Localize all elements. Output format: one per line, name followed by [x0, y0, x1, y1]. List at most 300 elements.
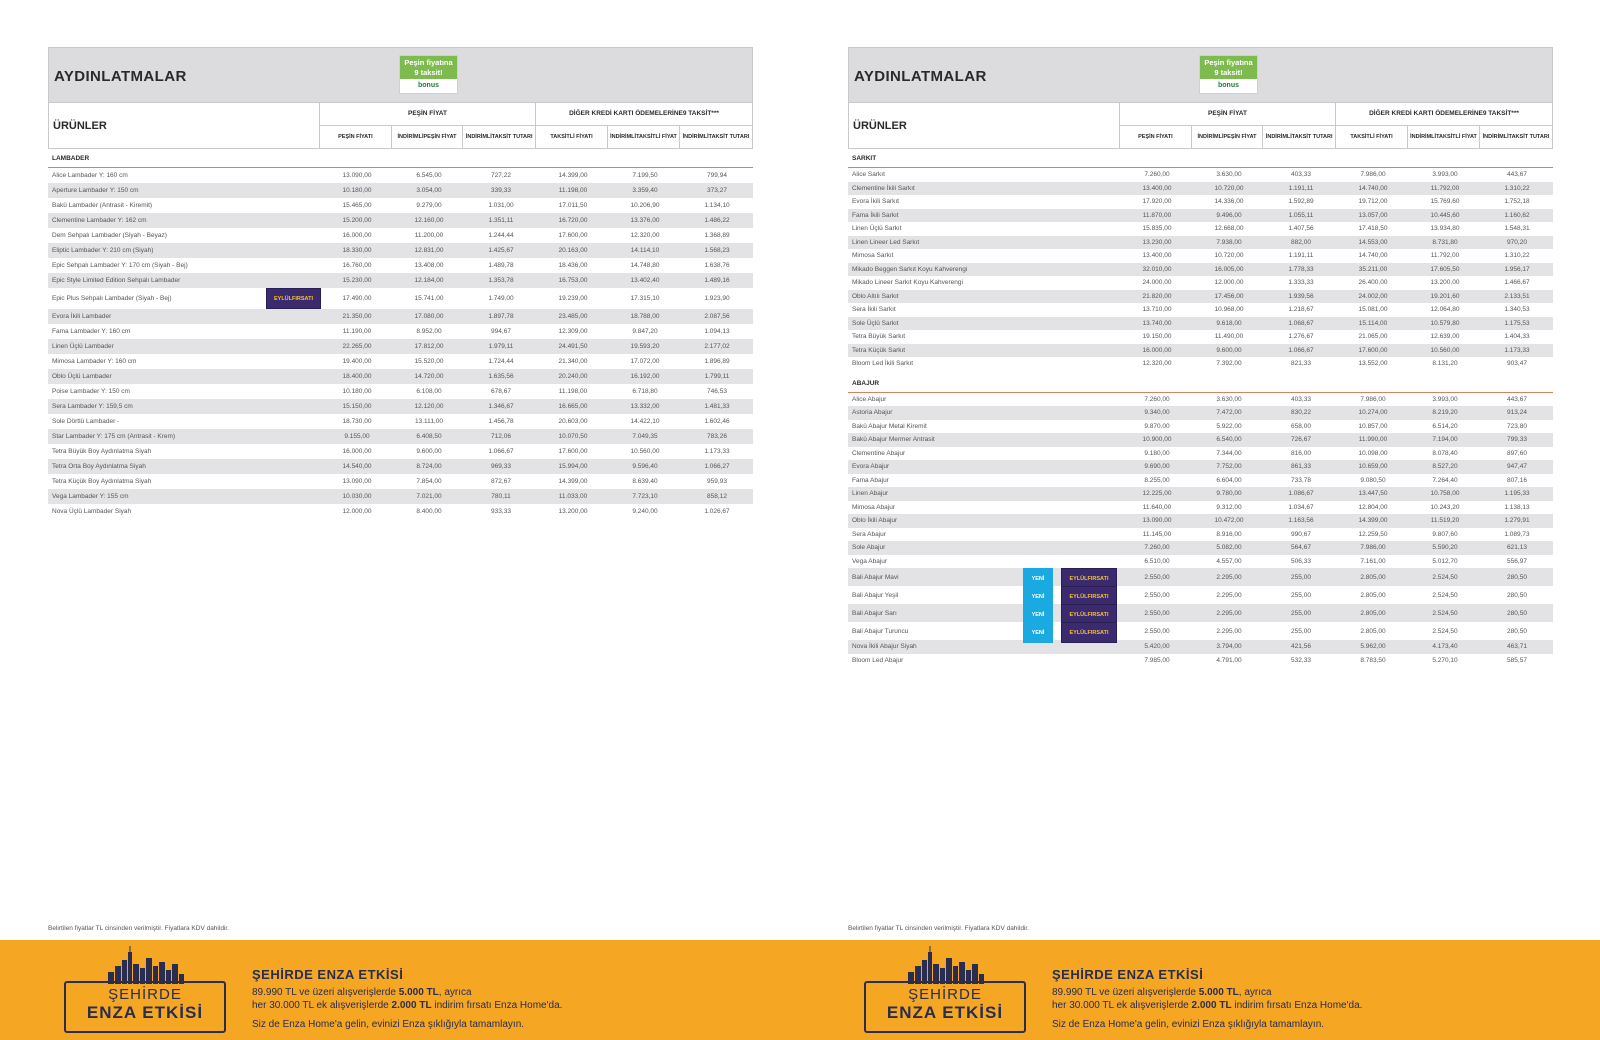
price-cell: 1.218,67 — [1288, 306, 1314, 314]
price-cell: 10.445,60 — [1430, 211, 1460, 219]
product-name: Poise Lambader Y: 150 cm — [52, 388, 130, 395]
price-cell: 1.724,44 — [488, 358, 514, 365]
price-cell: 18.788,00 — [630, 313, 660, 320]
price-cell: 3.359,40 — [632, 187, 658, 194]
price-cell: 10.720,00 — [1214, 252, 1244, 260]
price-cell: 19.593,20 — [630, 343, 660, 350]
price-cell: 6.604,00 — [1216, 476, 1242, 484]
product-name: Bloom Led İkili Sarkıt — [852, 360, 914, 368]
price-cell: 13.057,00 — [1358, 211, 1388, 219]
price-cell: 1.407,56 — [1288, 225, 1314, 233]
price-cell: 1.456,78 — [488, 418, 514, 425]
table-row — [848, 541, 1553, 555]
price-cell: 11.870,00 — [1142, 211, 1172, 219]
product-name: Evora İkili Lambader — [52, 313, 112, 320]
banner-line-3: Siz de Enza Home'a gelin, evinizi Enza şıklığıyla tamamlayın. — [252, 1019, 525, 1030]
price-cell: 1.351,11 — [488, 217, 514, 224]
price-cell: 32.010,00 — [1142, 265, 1172, 273]
price-cell: 10.560,00 — [630, 448, 660, 455]
table-row — [848, 501, 1553, 515]
price-cell: 24.000,00 — [1142, 279, 1172, 287]
price-cell: 14.540,00 — [342, 463, 372, 470]
price-cell: 255,00 — [1291, 573, 1311, 581]
price-cell: 807,16 — [1507, 476, 1527, 484]
table-row — [848, 168, 1553, 182]
banner-line-1: 89.990 TL ve üzeri alışverişlerde 5.000 TL, ayrıca — [252, 987, 472, 998]
price-cell: 9.847,20 — [632, 328, 658, 335]
badge-text: Peşin fiyatına 9 taksit! — [400, 56, 457, 79]
product-name: Bakü Lambader (Antrasit - Kiremit) — [52, 202, 153, 209]
price-cell: 1.034,67 — [1288, 503, 1314, 511]
price-cell: 1.031,00 — [488, 202, 514, 209]
price-cell: 16.000,00 — [1142, 346, 1172, 354]
price-cell: 1.173,33 — [1504, 346, 1530, 354]
price-cell: 2.805,00 — [1360, 591, 1386, 599]
price-cell: 12.000,00 — [1214, 279, 1244, 287]
price-cell: 255,00 — [1291, 627, 1311, 635]
product-name: Tetra Büyük Boy Aydınlatma Siyah — [52, 448, 152, 455]
price-cell: 18.436,00 — [558, 262, 588, 269]
table-row — [48, 198, 753, 213]
product-name: Linen Lineer Led Sarkıt — [852, 238, 920, 246]
logo-text-bottom: ENZA ETKİSİ — [886, 1003, 1004, 1022]
price-cell: 830,22 — [1291, 409, 1311, 417]
price-cell: 9.155,00 — [344, 433, 370, 440]
price-cell: 21.065,00 — [1358, 333, 1388, 341]
price-cell: 15.465,00 — [342, 202, 372, 209]
price-cell: 10.070,50 — [558, 433, 588, 440]
price-cell: 13.090,00 — [342, 172, 372, 179]
table-row — [48, 414, 753, 429]
price-cell: 11.145,00 — [1142, 530, 1172, 538]
price-cell: 726,67 — [1291, 436, 1311, 444]
price-cell: 403,33 — [1291, 395, 1311, 403]
product-name: Star Lambader Y: 175 cm (Antrasit - Krem) — [52, 433, 176, 440]
price-cell: 1.026,67 — [704, 508, 730, 515]
price-cell: 17.812,00 — [414, 343, 444, 350]
price-cell: 1.635,56 — [488, 373, 514, 380]
banner-title: ŞEHİRDE ENZA ETKİSİ — [252, 967, 404, 982]
price-cell: 1.191,11 — [1288, 184, 1314, 192]
price-cell: 1.066,67 — [1288, 346, 1314, 354]
price-cell: 9.780,00 — [1216, 490, 1242, 498]
price-cell: 1.195,33 — [1504, 490, 1530, 498]
new-badge: YENİ — [1023, 586, 1053, 607]
table-row — [48, 324, 753, 339]
price-cell: 7.854,00 — [416, 478, 442, 485]
price-table-header — [48, 47, 753, 149]
september-deal-badge: EYLÜL FIRSATI — [1061, 568, 1117, 589]
price-cell: 11.200,00 — [414, 232, 444, 239]
price-cell: 17.490,00 — [342, 295, 372, 302]
price-cell: 13.200,00 — [558, 508, 588, 515]
price-cell: 1.175,53 — [1504, 319, 1530, 327]
price-cell: 872,67 — [491, 478, 511, 485]
price-cell: 1.638,76 — [704, 262, 730, 269]
product-name: Oblo Altılı Sarkıt — [852, 292, 899, 300]
september-deal-badge: EYLÜL FIRSATI — [1061, 604, 1117, 625]
price-cell: 9.080,50 — [1360, 476, 1386, 484]
price-cell: 1.310,22 — [1504, 184, 1530, 192]
price-cell: 969,33 — [491, 463, 511, 470]
table-row — [848, 528, 1553, 542]
product-name: Sera İkili Sarkıt — [852, 306, 896, 314]
price-cell: 11.519,20 — [1430, 517, 1460, 525]
price-cell: 14.336,00 — [1214, 198, 1244, 206]
price-cell: 8.078,40 — [1432, 449, 1458, 457]
promo-banner — [800, 940, 1600, 1040]
price-cell: 16.005,00 — [1214, 265, 1244, 273]
price-cell: 17.072,00 — [630, 358, 660, 365]
table-row — [848, 344, 1553, 358]
price-cell: 621,13 — [1507, 544, 1527, 552]
price-cell: 13.332,00 — [630, 403, 660, 410]
product-name: Epic Style Limited Edition Sehpalı Lambader — [52, 277, 181, 284]
table-row — [48, 228, 753, 243]
price-cell: 970,20 — [1507, 238, 1527, 246]
badge-text: Peşin fiyatına 9 taksit! — [1200, 56, 1257, 79]
september-deal-badge: EYLÜL FIRSATI — [266, 288, 321, 309]
price-cell: 13.934,80 — [1430, 225, 1460, 233]
price-cell: 7.986,00 — [1360, 395, 1386, 403]
table-row — [48, 288, 753, 309]
price-cell: 255,00 — [1291, 609, 1311, 617]
price-cell: 7.986,00 — [1360, 171, 1386, 179]
table-row — [848, 433, 1553, 447]
price-cell: 7.194,00 — [1432, 436, 1458, 444]
price-cell: 11.033,00 — [558, 493, 588, 500]
price-cell: 6.718,80 — [632, 388, 658, 395]
price-cell: 10.968,00 — [1214, 306, 1244, 314]
table-row — [48, 444, 753, 459]
table-row — [848, 420, 1553, 434]
price-table-body — [848, 149, 1553, 667]
table-row — [48, 339, 753, 354]
price-cell: 9.240,00 — [632, 508, 658, 515]
installment-group-label: DİĞER KREDİ KARTI ÖDEMELERİNE 9 TAKSİT*** — [536, 103, 752, 126]
title-bar — [849, 48, 1552, 102]
september-deal-badge: EYLÜL FIRSATI — [1061, 586, 1117, 607]
price-cell: 443,67 — [1507, 395, 1527, 403]
price-cell: 6.108,00 — [416, 388, 442, 395]
price-cell: 6.514,20 — [1432, 422, 1458, 430]
price-cell: 14.748,80 — [630, 262, 660, 269]
price-cell: 1.094,13 — [704, 328, 730, 335]
price-cell: 17.600,00 — [1358, 346, 1388, 354]
table-row — [848, 447, 1553, 461]
price-cell: 4.173,40 — [1432, 643, 1458, 651]
price-cell: 532,33 — [1291, 656, 1311, 664]
price-cell: 1.055,11 — [1288, 211, 1314, 219]
price-cell: 12.639,00 — [1430, 333, 1460, 341]
table-row — [848, 236, 1553, 250]
price-table-header — [848, 47, 1553, 149]
price-cell: 11.190,00 — [342, 328, 372, 335]
bonus-badge — [1199, 55, 1258, 94]
left-price-page — [48, 47, 753, 519]
price-cell: 959,93 — [707, 478, 727, 485]
bonus-logo: bonus — [418, 82, 439, 89]
price-cell: 2.550,00 — [1144, 573, 1170, 581]
table-row — [848, 460, 1553, 474]
price-cell: 11.640,00 — [1142, 503, 1172, 511]
price-cell: 11.792,00 — [1430, 252, 1460, 260]
price-cell: 1.138,13 — [1504, 503, 1530, 511]
col-discounted-cash-price: İNDİRİMLİ PEŞİN FİYAT — [392, 126, 464, 148]
price-cell: 5.962,00 — [1360, 643, 1386, 651]
price-cell: 2.524,50 — [1432, 591, 1458, 599]
price-cell: 20.163,00 — [558, 247, 588, 254]
price-cell: 1.425,67 — [488, 247, 514, 254]
product-name: Tetra Orta Boy Aydınlatma Siyah — [52, 463, 146, 470]
price-cell: 13.200,00 — [1430, 279, 1460, 287]
price-cell: 12.831,00 — [414, 247, 444, 254]
september-deal-badge: EYLÜL FIRSATI — [1061, 622, 1117, 643]
price-cell: 897,60 — [1507, 449, 1527, 457]
column-headers — [849, 102, 1552, 148]
product-name: Sole Abajur — [852, 544, 886, 552]
price-cell: 1.353,78 — [488, 277, 514, 284]
product-name: Sera Abajur — [852, 530, 886, 538]
product-name: Bloom Led Abajur — [852, 656, 904, 664]
price-cell: 10.857,00 — [1358, 422, 1388, 430]
product-name: Bali Abajur Turuncu — [852, 627, 909, 635]
new-badge: YENİ — [1023, 622, 1053, 643]
product-name: Mimosa Lambader Y: 160 cm — [52, 358, 137, 365]
price-cell: 13.090,00 — [342, 478, 372, 485]
price-cell: 1.749,00 — [488, 295, 514, 302]
col-cash-price: PEŞİN FİYATI — [1120, 126, 1192, 148]
price-cell: 1.548,31 — [1504, 225, 1530, 233]
table-row — [848, 222, 1553, 236]
product-name: Epic Sehpalı Lambader Y: 170 cm (Siyah - Bej) — [52, 262, 188, 269]
price-cell: 13.400,00 — [1142, 184, 1172, 192]
col-discounted-installment-amount: İNDİRİMLİ TAKSİT TUTARI — [1482, 133, 1550, 140]
installment-group — [536, 103, 752, 148]
table-row — [848, 474, 1553, 488]
price-cell: 10.472,00 — [1214, 517, 1244, 525]
category-header: SARKIT — [848, 149, 1553, 168]
banner-line-1: 89.990 TL ve üzeri alışverişlerde 5.000 TL, ayrıca — [1052, 987, 1272, 998]
logo-text-top: ŞEHİRDE — [908, 986, 982, 1003]
price-cell: 12.804,00 — [1358, 503, 1388, 511]
price-cell: 780,11 — [491, 493, 511, 500]
price-cell: 1.163,56 — [1288, 517, 1314, 525]
col-discounted-installment: İNDİRİMLİ TAKSİT TUTARI — [1265, 133, 1333, 140]
price-cell: 12.184,00 — [414, 277, 444, 284]
table-row — [48, 459, 753, 474]
price-cell: 19.150,00 — [1142, 333, 1172, 341]
product-name: Bali Abajur Sarı — [852, 609, 897, 617]
banner-line-3: Siz de Enza Home'a gelin, evinizi Enza şıklığıyla tamamlayın. — [1052, 1019, 1325, 1030]
price-cell: 7.260,00 — [1144, 395, 1170, 403]
price-cell: 10.030,00 — [342, 493, 372, 500]
price-cell: 16.760,00 — [342, 262, 372, 269]
price-cell: 2.805,00 — [1360, 609, 1386, 617]
price-cell: 1.489,78 — [488, 262, 514, 269]
price-cell: 17.456,00 — [1214, 292, 1244, 300]
product-name: Aperture Lambader Y: 150 cm — [52, 187, 139, 194]
product-name: Fama Lambader Y: 160 cm — [52, 328, 131, 335]
price-cell: 2.295,00 — [1216, 591, 1242, 599]
price-cell: 15.150,00 — [342, 403, 372, 410]
product-name: Mikado Beggen Sarkıt Koyu Kahverengi — [852, 265, 968, 273]
price-cell: 6.545,00 — [416, 172, 442, 179]
col-discounted-installment-amount: İNDİRİMLİ TAKSİT TUTARI — [682, 133, 750, 140]
price-cell: 35.211,00 — [1358, 265, 1388, 273]
price-cell: 280,50 — [1507, 627, 1527, 635]
product-name: Epic Plus Sehpalı Lambader (Siyah - Bej) — [52, 295, 172, 302]
price-cell: 1.466,67 — [1504, 279, 1530, 287]
price-cell: 8.400,00 — [416, 508, 442, 515]
price-cell: 1.086,67 — [1288, 490, 1314, 498]
product-name: Nova İkili Abajur Siyah — [852, 643, 917, 651]
col-cash-price: PEŞİN FİYATI — [320, 126, 392, 148]
price-cell: 7.986,00 — [1360, 544, 1386, 552]
price-cell: 947,47 — [1507, 463, 1527, 471]
price-cell: 816,00 — [1291, 449, 1311, 457]
price-cell: 727,22 — [491, 172, 511, 179]
product-name: Vega Abajur — [852, 557, 888, 565]
table-row — [848, 209, 1553, 223]
table-row — [48, 354, 753, 369]
product-name: Linen Üçlü Lambader — [52, 343, 114, 350]
price-cell: 9.600,00 — [416, 448, 442, 455]
price-cell: 15.520,00 — [414, 358, 444, 365]
price-cell: 421,56 — [1291, 643, 1311, 651]
product-name: Bali Abajur Mavi — [852, 573, 899, 581]
page-title: AYDINLATMALAR — [54, 68, 187, 85]
price-cell: 1.897,78 — [488, 313, 514, 320]
price-cell: 1.799,11 — [704, 373, 730, 380]
product-name: Clementine İkili Sarkıt — [852, 184, 915, 192]
price-cell: 18.730,00 — [342, 418, 372, 425]
product-name: Bakü Abajur Mermer Antrasit — [852, 436, 935, 444]
table-row — [48, 243, 753, 258]
price-cell: 19.400,00 — [342, 358, 372, 365]
product-name: Vega Lambader Y: 155 cm — [52, 493, 129, 500]
table-row — [48, 309, 753, 324]
price-cell: 1.346,67 — [488, 403, 514, 410]
price-cell: 17.011,50 — [558, 202, 588, 209]
price-cell: 3.630,00 — [1216, 171, 1242, 179]
table-row — [848, 514, 1553, 528]
table-row — [848, 303, 1553, 317]
right-price-page — [848, 47, 1553, 667]
price-cell: 16.000,00 — [342, 232, 372, 239]
price-cell: 3.794,00 — [1216, 643, 1242, 651]
price-cell: 24.002,00 — [1358, 292, 1388, 300]
price-cell: 10.758,00 — [1430, 490, 1460, 498]
price-cell: 12.320,00 — [630, 232, 660, 239]
price-cell: 12.309,00 — [558, 328, 588, 335]
price-cell: 723,80 — [1507, 422, 1527, 430]
price-cell: 564,67 — [1291, 544, 1311, 552]
price-cell: 4.791,00 — [1216, 656, 1242, 664]
price-cell: 1.956,17 — [1504, 265, 1530, 273]
price-cell: 255,00 — [1291, 591, 1311, 599]
price-cell: 21.820,00 — [1142, 292, 1172, 300]
price-cell: 14.553,00 — [1358, 238, 1388, 246]
price-cell: 1.896,89 — [704, 358, 730, 365]
price-table-body — [48, 149, 753, 519]
price-cell: 10.720,00 — [1214, 184, 1244, 192]
table-row — [848, 317, 1553, 331]
price-cell: 10.659,00 — [1358, 463, 1388, 471]
price-cell: 9.596,40 — [632, 463, 658, 470]
product-name: Sole Dörtlü Lambader - — [52, 418, 120, 425]
price-cell: 882,00 — [1291, 238, 1311, 246]
price-cell: 14.720,00 — [414, 373, 444, 380]
price-cell: 15.200,00 — [342, 217, 372, 224]
promo-banner — [0, 940, 800, 1040]
price-cell: 2.524,50 — [1432, 627, 1458, 635]
category-header: LAMBADER — [48, 149, 753, 168]
price-cell: 10.206,90 — [630, 202, 660, 209]
table-row — [48, 399, 753, 414]
price-cell: 10.180,00 — [342, 388, 372, 395]
price-cell: 14.114,10 — [630, 247, 660, 254]
price-cell: 17.600,00 — [558, 232, 588, 239]
product-name: Linen Üçlü Sarkıt — [852, 225, 902, 233]
price-cell: 5.922,00 — [1216, 422, 1242, 430]
price-cell: 7.049,35 — [632, 433, 658, 440]
price-cell: 1.068,67 — [1288, 319, 1314, 327]
price-cell: 13.111,00 — [415, 418, 443, 425]
price-cell: 20.603,00 — [558, 418, 588, 425]
product-name: Tetra Küçük Sarkıt — [852, 346, 906, 354]
price-cell: 10.098,00 — [1358, 449, 1388, 457]
price-cell: 1.568,23 — [704, 247, 730, 254]
price-cell: 12.259,50 — [1358, 530, 1388, 538]
price-cell: 20.240,00 — [558, 373, 588, 380]
price-cell: 10.560,00 — [1430, 346, 1460, 354]
price-cell: 13.552,00 — [1358, 360, 1388, 368]
price-cell: 12.064,80 — [1430, 306, 1460, 314]
price-cell: 858,12 — [707, 493, 727, 500]
city-skyline-icon — [908, 946, 984, 984]
price-cell: 280,50 — [1507, 591, 1527, 599]
products-header: ÜRÜNLER — [49, 103, 320, 148]
table-row — [848, 640, 1553, 654]
price-cell: 1.592,89 — [1288, 198, 1314, 206]
price-cell: 17.418,50 — [1358, 225, 1388, 233]
price-cell: 3.993,00 — [1432, 171, 1458, 179]
table-row — [848, 393, 1553, 407]
footnote: Belirtilen fiyatlar TL cinsinden verilmiştir. Fiyatlara KDV dahildir. — [848, 925, 1029, 932]
price-cell: 994,67 — [491, 328, 511, 335]
price-cell: 7.723,10 — [632, 493, 658, 500]
bonus-logo: bonus — [1218, 82, 1239, 89]
table-row — [48, 489, 753, 504]
price-cell: 3.630,00 — [1216, 395, 1242, 403]
table-row — [848, 654, 1553, 668]
price-cell: 1.310,22 — [1504, 252, 1530, 260]
logo-text-bottom: ENZA ETKİSİ — [86, 1003, 204, 1022]
price-cell: 2.087,56 — [704, 313, 730, 320]
price-cell: 16.000,00 — [342, 448, 372, 455]
price-cell: 1.923,90 — [704, 295, 730, 302]
price-cell: 15.994,00 — [558, 463, 588, 470]
price-cell: 18.400,00 — [342, 373, 372, 380]
product-name: Fama Abajur — [852, 476, 889, 484]
price-cell: 23.485,00 — [558, 313, 588, 320]
product-name: Clementine Lambader Y: 162 cm — [52, 217, 147, 224]
price-cell: 16.720,00 — [558, 217, 588, 224]
price-cell: 15.835,00 — [1142, 225, 1172, 233]
footnote: Belirtilen fiyatlar TL cinsinden verilmiştir. Fiyatlara KDV dahildir. — [48, 925, 229, 932]
price-cell: 7.260,00 — [1144, 171, 1170, 179]
